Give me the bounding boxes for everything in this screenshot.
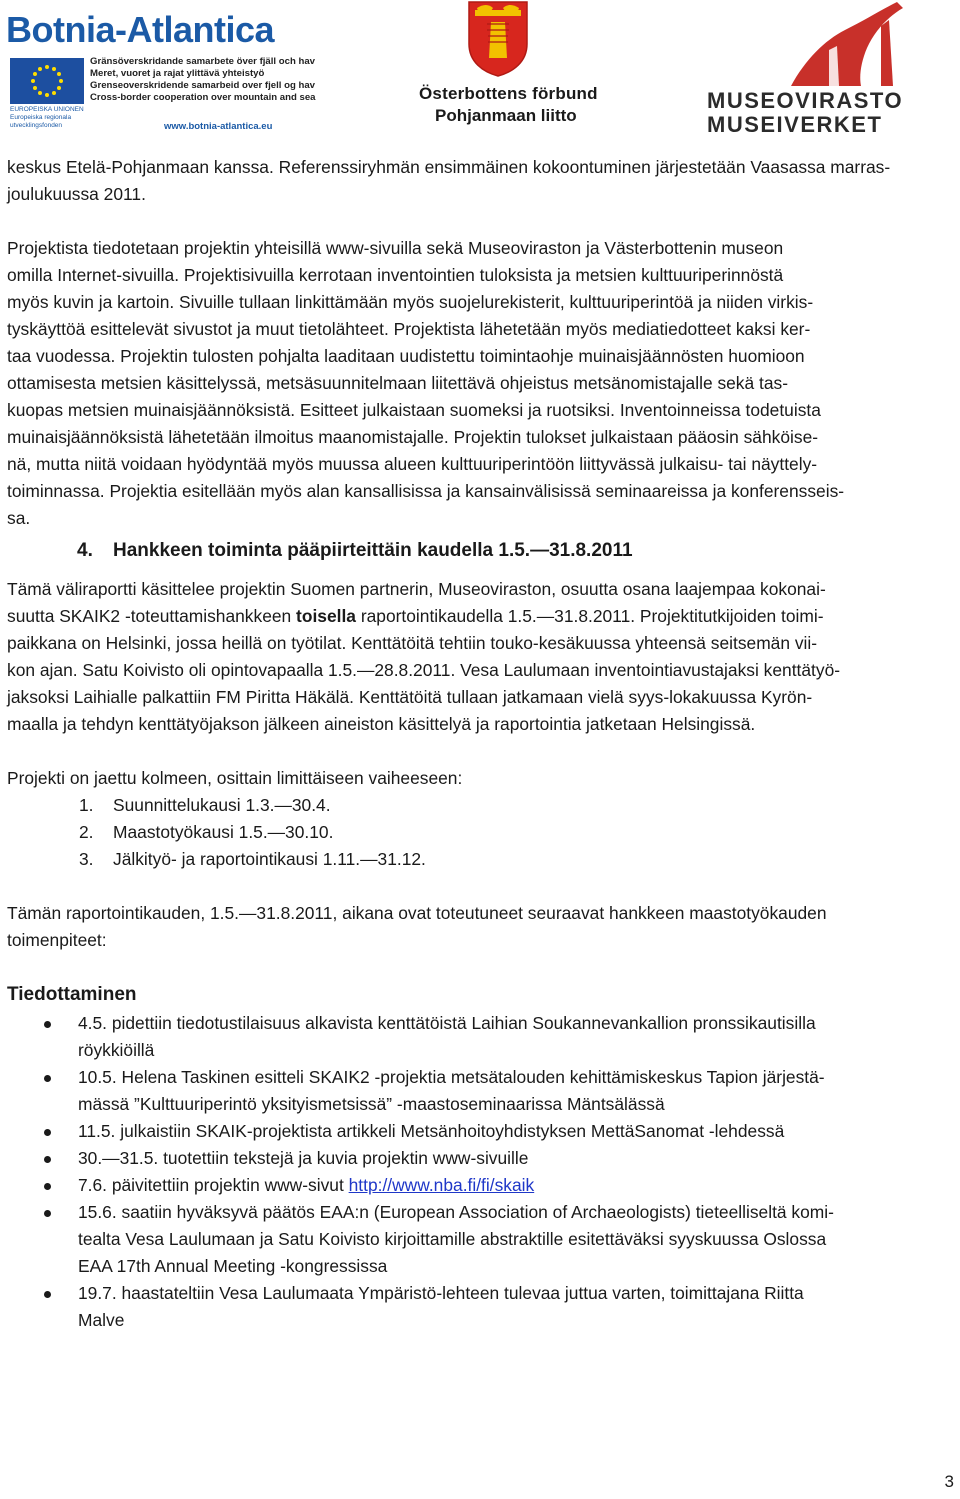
- text-line: mässä ”Kulttuuriperintö yksityismetsissä” -maastoseminaarissa Mäntsälässä: [78, 1094, 665, 1114]
- text-line: tealta Vesa Laulumaan ja Satu Koivisto kirjoittamille abstraktille esitettäväksi syyskuussa Oslossa: [78, 1229, 827, 1249]
- text-line: jaksoksi Laihialle palkattiin FM Piritta Häkälä. Kenttätöitä tullaan jatkamaan vielä syys-lokakuussa Kyrön-: [7, 687, 813, 707]
- skaik-website-link[interactable]: http://www.nba.fi/fi/skaik: [348, 1175, 535, 1195]
- tagline-en: Cross-border cooperation over mountain and sea: [90, 92, 316, 103]
- phases-list: [7, 792, 955, 873]
- text-line: 15.6. saatiin hyväksyvä päätös EAA:n (European Association of Archaeologists) tieteelliseltä komi-: [78, 1202, 834, 1222]
- bold-word: toisella: [296, 606, 356, 626]
- text-line: Tämä väliraportti käsittelee projektin Suomen partnerin, Museoviraston, osuutta osana laajempaa kokonai-: [7, 579, 826, 599]
- text-line: kuopas metsien muinaisjäännöksistä. Esitteet julkaistaan suomeksi ja ruotsiksi. Inventoinneissa todetuista: [7, 400, 821, 420]
- botnia-atlantica-logo: [6, 8, 316, 132]
- text-line: EAA 17th Annual Meeting -kongressissa: [78, 1256, 388, 1276]
- text-line: Malve: [78, 1310, 125, 1330]
- botnia-taglines: [90, 56, 316, 104]
- text-line: ottamisesta metsien käsittelyssä, metsäsuunnitelmaan liitettävä ohjeistus metsänomistajalle sekä tas-: [7, 373, 788, 393]
- text-line: kon ajan. Satu Koivisto oli opintovapaalla 1.5.—28.8.2011. Vesa Laulumaan inventointiavustajaksi kenttätyö-: [7, 660, 841, 680]
- list-item: [79, 792, 955, 819]
- botnia-title: Botnia-Atlantica: [6, 9, 275, 50]
- museovirasto-mark-icon: [785, 0, 915, 88]
- text-line: nä, mutta niitä voidaan hyödyntää myös muussa alueen kulttuuriperintöön liittyvässä julkaisu- tai näyttely-: [7, 454, 818, 474]
- text-fragment: suutta SKAIK2 -toteuttamishankkeen: [7, 606, 297, 626]
- bullet-icon: [44, 1129, 51, 1136]
- text-line: röykkiöillä: [78, 1040, 155, 1060]
- paragraph-intro: keskus Etelä-Pohjanmaan kanssa. Referenssiryhmän ensimmäinen kokoontuminen järjestetään Vaasassa marras-joulukuussa 2011.: [7, 157, 891, 204]
- osterbotten-name: Österbottens förbund: [419, 84, 598, 103]
- section-number: 4.: [77, 540, 93, 561]
- list-item: [79, 846, 955, 873]
- document-body: [7, 154, 955, 1334]
- text-line: toiminnassa. Projektia esitellään myös alan kansallisissa ja kansainvälisissä seminaareissa ja konferensseis-: [7, 481, 845, 501]
- paragraph-communication: [7, 235, 955, 532]
- bullet-icon: [44, 1183, 51, 1190]
- bullet-icon: [44, 1021, 51, 1028]
- text-line: 10.5. Helena Taskinen esitteli SKAIK2 -projektia metsätalouden kehittämiskeskus Tapion järjestä-: [78, 1067, 825, 1087]
- text-fragment: raportointikaudella 1.5.—31.8.2011. Projektitutkijoiden toimi-: [355, 606, 824, 626]
- list-item: [7, 1172, 955, 1199]
- bullet-icon: [44, 1291, 51, 1298]
- text-line: sa.: [7, 508, 31, 528]
- list-item: [7, 1199, 955, 1280]
- botnia-url: www.botnia-atlantica.eu: [164, 121, 273, 132]
- text-line: 30.—31.5. tuotettiin tekstejä ja kuvia projektin www-sivuille: [78, 1148, 529, 1168]
- eu-flag-icon: [10, 58, 84, 104]
- list-item: [79, 819, 955, 846]
- list-text: Jälkityö- ja raportointikausi 1.11.—31.12.: [113, 849, 426, 869]
- activities-list: [7, 1010, 955, 1334]
- museovirasto-name: MUSEOVIRASTO: [707, 88, 904, 113]
- osterbotten-subname: Pohjanmaan liitto: [435, 106, 577, 125]
- text-line: 19.7. haastateltiin Vesa Laulumaata Ympäristö-lehteen tulevaa juttua varten, toimittajana Riitta: [78, 1283, 804, 1303]
- text-line: Projektista tiedotetaan projektin yhteisillä www-sivuilla sekä Museoviraston ja Västerbottenin museon: [7, 238, 784, 258]
- museiverket-name: MUSEIVERKET: [707, 112, 883, 137]
- tagline-fi: Meret, vuoret ja rajat ylittävä yhteistyö: [90, 68, 265, 79]
- museovirasto-logo: [705, 0, 955, 140]
- list-number: 3.: [79, 849, 94, 869]
- text-line: taa vuodessa. Projektin tulosten pohjalta laaditaan uudistettu toimintaohje muinaisjäännösten huomioon: [7, 346, 805, 366]
- text-line: 4.5. pidettiin tiedotustilaisuus alkavista kenttätöistä Laihian Soukannevankallion pronssikautisilla: [78, 1013, 816, 1033]
- paragraph-phases-intro: Projekti on jaettu kolmeen, osittain limittäiseen vaiheeseen:: [7, 768, 463, 788]
- list-item: [7, 1118, 955, 1145]
- text-line: 11.5. julkaistiin SKAIK-projektista artikkeli Metsänhoitoyhdistyksen MettäSanomat -lehdessä: [78, 1121, 785, 1141]
- list-text: Maastotyökausi 1.5.—30.10.: [113, 822, 334, 842]
- text-line: omilla Internet-sivuilla. Projektisivuilla kerrotaan inventointien tuloksista ja metsien kulttuuriperinnöstä: [7, 265, 784, 285]
- bullet-icon: [44, 1210, 51, 1217]
- subheading-tiedottaminen: Tiedottaminen: [7, 984, 137, 1005]
- text-line: [7, 603, 955, 630]
- paragraph-report-scope: [7, 576, 955, 738]
- tagline-no: Grenseoverskridende samarbeid over fjell og hav: [90, 80, 316, 91]
- text-line: paikkana on Helsinki, jossa heillä on työtilat. Kenttätöitä tehtiin touko-kesäkuussa yhteensä seitsemän vii-: [7, 633, 818, 653]
- section-heading: [77, 536, 955, 566]
- list-number: 2.: [79, 822, 94, 842]
- text-line: tyskäyttöä esittelevät sivustot ja muut tietolähteet. Projektista lähetetään myös mediatiedotteet kaksi ker-: [7, 319, 811, 339]
- eu-caption: EUROPEISKA UNIONEN Europeiska regionala utvecklingsfonden: [10, 106, 84, 129]
- page-header: [0, 0, 960, 145]
- list-item: [7, 1010, 955, 1064]
- list-item: [7, 1280, 955, 1334]
- text-line: muinaisjäännöksistä lähetetään ilmoitus maanomistajalle. Projektin tulokset julkaistaan pääosin sähköise-: [7, 427, 819, 447]
- tagline-sv: Gränsöverskridande samarbete över fjäll och hav: [90, 56, 316, 67]
- text-line: myös kuvin ja kartoin. Sivuille tullaan linkittämään myös suojelurekisterit, kulttuuriperintöä ja niiden virkis-: [7, 292, 814, 312]
- text-line: Tämän raportointikauden, 1.5.—31.8.2011, aikana ovat toteutuneet seuraavat hankkeen maastotyökauden: [7, 903, 827, 923]
- section-title: Hankkeen toiminta pääpiirteittäin kaudella 1.5.—31.8.2011: [113, 540, 633, 561]
- osterbottens-forbund-logo: [415, 0, 598, 135]
- bullet-icon: [44, 1075, 51, 1082]
- page-number: 3: [944, 1472, 954, 1491]
- list-number: 1.: [79, 795, 94, 815]
- list-text: Suunnittelukausi 1.3.—30.4.: [113, 795, 331, 815]
- bullet-icon: [44, 1156, 51, 1163]
- text-line: maalla ja tehdyn kenttätyöjakson jälkeen aineiston käsittelyä ja raportointia jatketaan Helsingissä.: [7, 714, 756, 734]
- coat-of-arms-icon: [467, 0, 529, 78]
- list-item: [7, 1145, 955, 1172]
- text-fragment: 7.6. päivitettiin projektin www-sivut: [78, 1175, 349, 1195]
- list-item: [7, 1064, 955, 1118]
- text-line: toimenpiteet:: [7, 930, 107, 950]
